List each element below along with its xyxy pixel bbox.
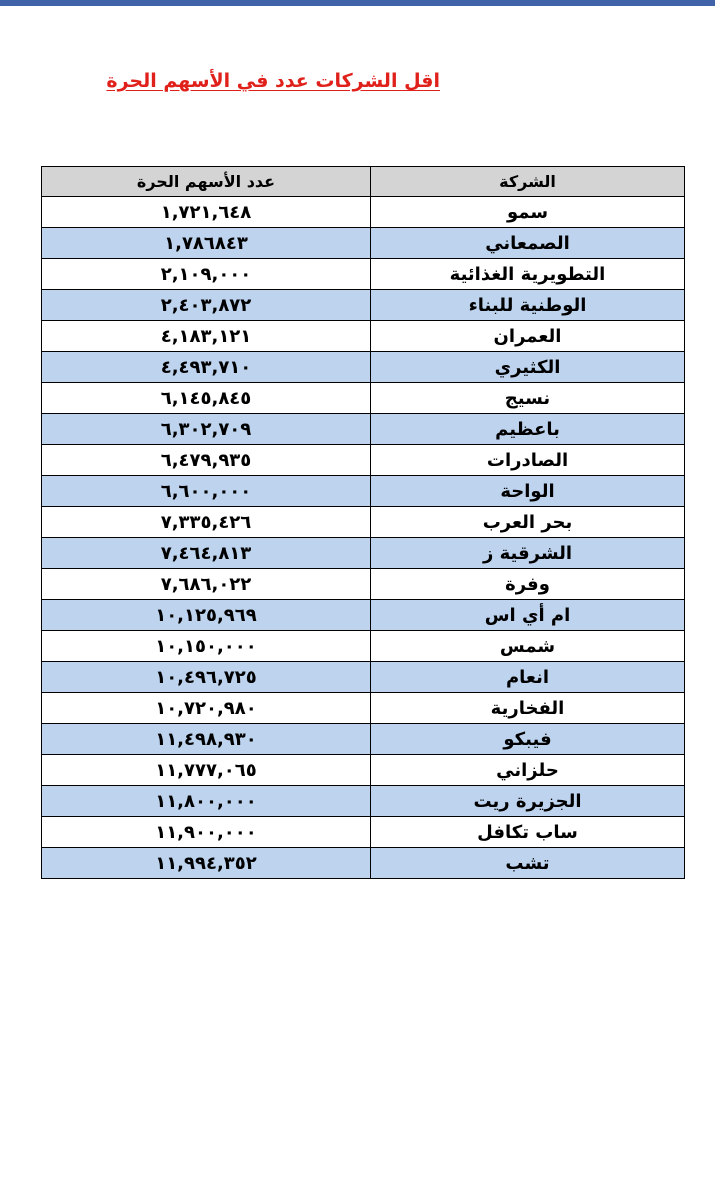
table-row — [42, 507, 685, 538]
free-shares-cell: ٤,٤٩٣,٧١٠ — [42, 352, 371, 383]
table-row — [42, 786, 685, 817]
company-name-cell: تشب — [371, 848, 685, 879]
table-row — [42, 321, 685, 352]
table-row — [42, 197, 685, 228]
free-shares-cell: ٤,١٨٣,١٢١ — [42, 321, 371, 352]
table-row — [42, 817, 685, 848]
free-shares-cell: ٧,٣٣٥,٤٢٦ — [42, 507, 371, 538]
column-header-company: الشركة — [371, 167, 685, 197]
free-shares-cell: ١٠,٤٩٦,٧٢٥ — [42, 662, 371, 693]
table-row — [42, 693, 685, 724]
company-name-cell: الصمعاني — [371, 228, 685, 259]
company-name-cell: التطويرية الغذائية — [371, 259, 685, 290]
table-row — [42, 724, 685, 755]
table-row — [42, 476, 685, 507]
company-name-cell: وفرة — [371, 569, 685, 600]
table-row — [42, 352, 685, 383]
free-shares-cell: ٦,١٤٥,٨٤٥ — [42, 383, 371, 414]
free-shares-cell: ١١,٩٠٠,٠٠٠ — [42, 817, 371, 848]
free-shares-cell: ١٠,٧٢٠,٩٨٠ — [42, 693, 371, 724]
table-row — [42, 600, 685, 631]
top-accent-bar — [0, 0, 715, 6]
company-name-cell: ام أي اس — [371, 600, 685, 631]
free-shares-cell: ٦,٣٠٢,٧٠٩ — [42, 414, 371, 445]
company-name-cell: الكثيري — [371, 352, 685, 383]
table-row — [42, 228, 685, 259]
table-header-row — [42, 167, 685, 197]
column-header-shares: عدد الأسهم الحرة — [42, 167, 371, 197]
table-row — [42, 848, 685, 879]
company-name-cell: العمران — [371, 321, 685, 352]
company-name-cell: شمس — [371, 631, 685, 662]
table-row — [42, 290, 685, 321]
company-name-cell: سمو — [371, 197, 685, 228]
table-row — [42, 569, 685, 600]
free-shares-cell: ٦,٤٧٩,٩٣٥ — [42, 445, 371, 476]
company-name-cell: الشرقية ز — [371, 538, 685, 569]
company-name-cell: فيبكو — [371, 724, 685, 755]
company-name-cell: الجزيرة ريت — [371, 786, 685, 817]
company-name-cell: الواحة — [371, 476, 685, 507]
free-shares-cell: ١١,٤٩٨,٩٣٠ — [42, 724, 371, 755]
free-shares-cell: ١١,٧٧٧,٠٦٥ — [42, 755, 371, 786]
company-name-cell: حلزاني — [371, 755, 685, 786]
free-shares-cell: ٧,٦٨٦,٠٢٢ — [42, 569, 371, 600]
table-body — [42, 197, 685, 879]
company-name-cell: الصادرات — [371, 445, 685, 476]
table-row — [42, 755, 685, 786]
table-row — [42, 414, 685, 445]
free-shares-cell: ١١,٨٠٠,٠٠٠ — [42, 786, 371, 817]
table-row — [42, 383, 685, 414]
table-row — [42, 662, 685, 693]
table-row — [42, 259, 685, 290]
free-float-table — [41, 166, 685, 879]
company-name-cell: الوطنية للبناء — [371, 290, 685, 321]
free-shares-cell: ٢,٤٠٣,٨٧٢ — [42, 290, 371, 321]
free-shares-cell: ٢,١٠٩,٠٠٠ — [42, 259, 371, 290]
table-row — [42, 445, 685, 476]
free-shares-cell: ٦,٦٠٠,٠٠٠ — [42, 476, 371, 507]
free-shares-cell: ١,٧٢١,٦٤٨ — [42, 197, 371, 228]
company-name-cell: ساب تكافل — [371, 817, 685, 848]
document-title: اقل الشركات عدد في الأسهم الحرة — [106, 70, 440, 92]
company-name-cell: نسيج — [371, 383, 685, 414]
free-shares-cell: ١١,٩٩٤,٣٥٢ — [42, 848, 371, 879]
table-row — [42, 538, 685, 569]
free-shares-cell: ١٠,١٢٥,٩٦٩ — [42, 600, 371, 631]
free-shares-cell: ١٠,١٥٠,٠٠٠ — [42, 631, 371, 662]
free-shares-cell: ١,٧٨٦٨٤٣ — [42, 228, 371, 259]
company-name-cell: انعام — [371, 662, 685, 693]
company-name-cell: الفخارية — [371, 693, 685, 724]
company-name-cell: باعظيم — [371, 414, 685, 445]
table-row — [42, 631, 685, 662]
company-name-cell: بحر العرب — [371, 507, 685, 538]
free-shares-cell: ٧,٤٦٤,٨١٣ — [42, 538, 371, 569]
